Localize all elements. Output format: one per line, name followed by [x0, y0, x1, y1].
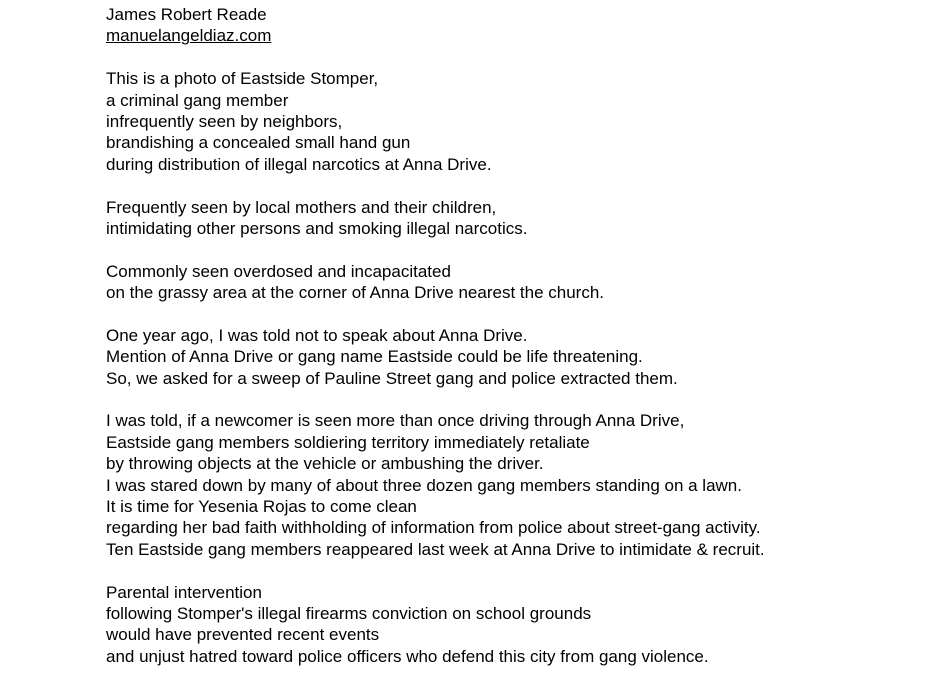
- text-line: brandishing a concealed small hand gun: [106, 133, 411, 153]
- document-body: [106, 4, 921, 667]
- paragraph-spacer: [106, 303, 921, 324]
- text-line: Parental intervention: [106, 582, 262, 602]
- paragraph-spacer: [106, 47, 921, 68]
- paragraph-spacer: [106, 389, 921, 410]
- paragraph-overdose: [106, 261, 921, 304]
- text-line: by throwing objects at the vehicle or ambushing the driver.: [106, 454, 544, 474]
- text-line: I was told, if a newcomer is seen more than once driving through Anna Drive,: [106, 411, 685, 431]
- text-line: This is a photo of Eastside Stomper,: [106, 69, 379, 89]
- paragraph-parental: [106, 582, 921, 668]
- paragraph-sightings: [106, 197, 921, 240]
- text-line: and unjust hatred toward police officers who defend this city from gang violence.: [106, 646, 709, 666]
- text-line: It is time for Yesenia Rojas to come clean: [106, 496, 417, 516]
- text-line: Commonly seen overdosed and incapacitated: [106, 261, 451, 281]
- text-line: Mention of Anna Drive or gang name Eastside could be life threatening.: [106, 347, 643, 367]
- paragraph-spacer: [106, 560, 921, 581]
- website-link[interactable]: manuelangeldiaz.com: [106, 26, 272, 46]
- text-line: would have prevented recent events: [106, 625, 380, 645]
- text-line: So, we asked for a sweep of Pauline Street gang and police extracted them.: [106, 368, 678, 388]
- paragraph-territory: [106, 410, 921, 560]
- text-line: following Stomper's illegal firearms conviction on school grounds: [106, 603, 592, 623]
- text-line: a criminal gang member: [106, 90, 289, 110]
- text-line: intimidating other persons and smoking illegal narcotics.: [106, 218, 528, 238]
- paragraph-photo-description: [106, 68, 921, 175]
- text-line: Eastside gang members soldiering territory immediately retaliate: [106, 432, 590, 452]
- text-line: on the grassy area at the corner of Anna Drive nearest the church.: [106, 283, 605, 303]
- text-line: Ten Eastside gang members reappeared last week at Anna Drive to intimidate & recruit.: [106, 539, 765, 559]
- paragraph-warning: [106, 325, 921, 389]
- text-line: during distribution of illegal narcotics at Anna Drive.: [106, 154, 492, 174]
- text-line: Frequently seen by local mothers and their children,: [106, 197, 497, 217]
- author-name: James Robert Reade: [106, 5, 267, 24]
- text-line: I was stared down by many of about three dozen gang members standing on a lawn.: [106, 475, 742, 495]
- text-line: One year ago, I was told not to speak about Anna Drive.: [106, 325, 528, 345]
- text-line: infrequently seen by neighbors,: [106, 111, 343, 131]
- paragraph-spacer: [106, 239, 921, 260]
- text-line: regarding her bad faith withholding of information from police about street-gang activity.: [106, 518, 761, 538]
- paragraph-spacer: [106, 175, 921, 196]
